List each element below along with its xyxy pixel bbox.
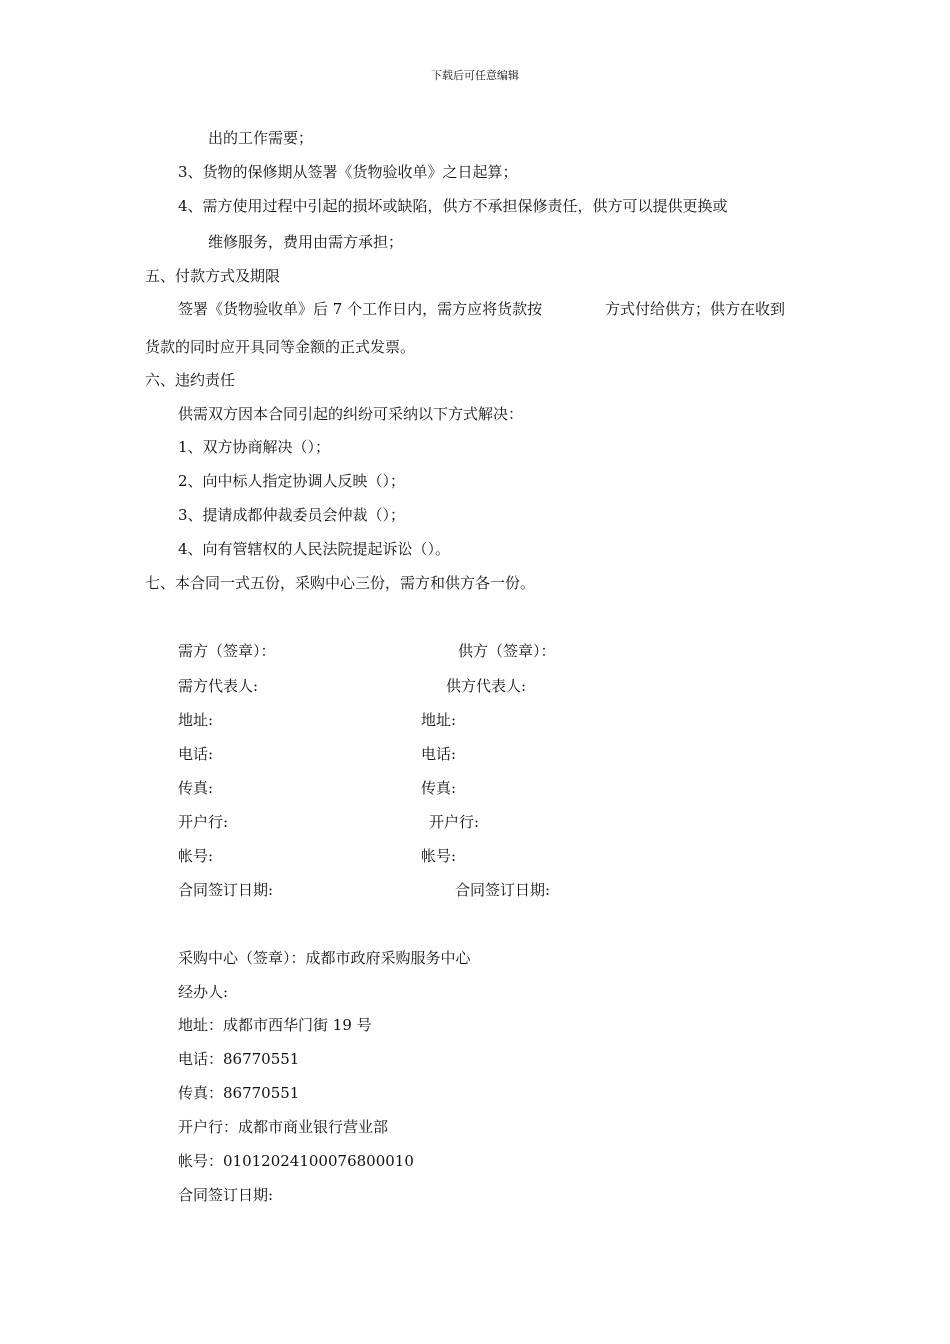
dispute-option-3: 3、提请成都仲裁委员会仲裁（）； bbox=[178, 506, 406, 524]
seller-address-label: 地址: bbox=[421, 711, 457, 729]
buyer-rep-label: 需方代表人: bbox=[178, 677, 259, 695]
seller-date-label: 合同签订日期: bbox=[455, 881, 551, 899]
section-5-heading: 五、付款方式及期限 bbox=[145, 267, 281, 285]
warranty-clause-3: 3、货物的保修期从签署《货物验收单》之日起算； bbox=[178, 163, 518, 181]
seller-account-label: 帐号: bbox=[421, 847, 457, 865]
payment-text-part3: 货款的同时应开具同等金额的正式发票。 bbox=[145, 338, 416, 356]
seller-fax-label: 传真: bbox=[421, 779, 457, 797]
dispute-intro: 供需双方因本合同引起的纠纷可采纳以下方式解决： bbox=[178, 405, 524, 423]
seller-seal-label: 供方（签章）： bbox=[458, 642, 556, 660]
center-address: 地址：成都市西华门街 19 号 bbox=[178, 1016, 372, 1034]
payment-text-part2: 方式付给供方；供方在收到 bbox=[605, 300, 786, 318]
seller-bank-label: 开户行: bbox=[429, 813, 480, 831]
payment-text-part1: 签署《货物验收单》后 7 个工作日内，需方应将货款按 bbox=[178, 300, 543, 318]
warranty-clause-4-cont: 维修服务，费用由需方承担； bbox=[208, 233, 404, 251]
section-6-heading: 六、违约责任 bbox=[145, 371, 236, 389]
center-phone: 电话：86770551 bbox=[178, 1050, 300, 1068]
warranty-clause-4: 4、需方使用过程中引起的损坏或缺陷，供方不承担保修责任，供方可以提供更换或 bbox=[178, 197, 728, 215]
buyer-bank-label: 开户行: bbox=[178, 813, 229, 831]
center-bank: 开户行：成都市商业银行营业部 bbox=[178, 1118, 389, 1136]
buyer-seal-label: 需方（签章）： bbox=[178, 642, 276, 660]
buyer-date-label: 合同签订日期: bbox=[178, 881, 274, 899]
page-header: 下载后可任意编辑 bbox=[431, 69, 519, 82]
center-account: 帐号：01012024100076800010 bbox=[178, 1152, 414, 1170]
buyer-fax-label: 传真: bbox=[178, 779, 214, 797]
center-fax: 传真：86770551 bbox=[178, 1084, 300, 1102]
dispute-option-2: 2、向中标人指定协调人反映（）； bbox=[178, 472, 406, 490]
center-seal-line: 采购中心（签章）：成都市政府采购服务中心 bbox=[178, 949, 471, 967]
seller-phone-label: 电话: bbox=[421, 745, 457, 763]
buyer-account-label: 帐号: bbox=[178, 847, 214, 865]
continuation-line: 出的工作需要； bbox=[208, 129, 314, 147]
center-date-label: 合同签订日期: bbox=[178, 1186, 274, 1204]
dispute-option-1: 1、双方协商解决（）； bbox=[178, 438, 331, 456]
dispute-option-4: 4、向有管辖权的人民法院提起诉讼（）。 bbox=[178, 540, 451, 558]
seller-rep-label: 供方代表人: bbox=[446, 677, 527, 695]
center-handler-label: 经办人: bbox=[178, 983, 229, 1001]
buyer-phone-label: 电话: bbox=[178, 745, 214, 763]
section-7-heading: 七、本合同一式五份，采购中心三份，需方和供方各一份。 bbox=[145, 574, 536, 592]
buyer-address-label: 地址: bbox=[178, 711, 214, 729]
